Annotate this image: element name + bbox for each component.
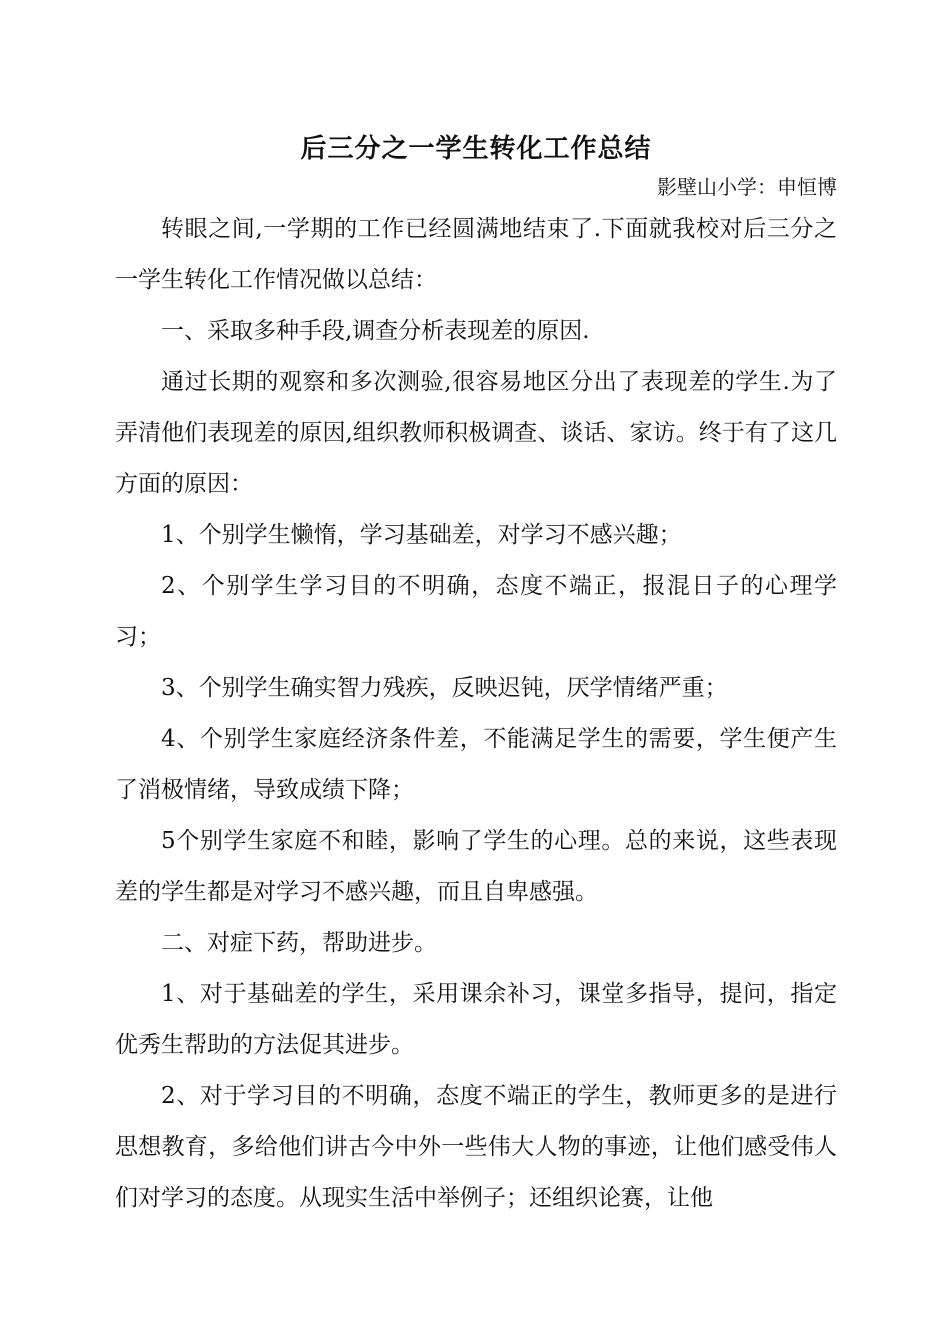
section-heading-1: 一、采取多种手段,调查分析表现差的原因. (161, 318, 590, 344)
list-item-reason-1: 1、个别学生懒惰，学习基础差，对学习不感兴趣； (161, 522, 682, 548)
list-item-measure-2: 2、对于学习目的不明确，态度不端正的学生，教师更多的是进行思想教育，多给他们讲古今中外一些伟大人物的事迹，让他们感受伟人们对学习的态度。从现实生活中举例子；还组织论赛，让他 (115, 1083, 837, 1211)
list-item-reason-4: 4、个别学生家庭经济条件差，不能满足学生的需要，学生便产生了消极情绪，导致成绩下降； (115, 726, 837, 803)
list-item-reason-5: 5个别学生家庭不和睦，影响了学生的心理。总的来说，这些表现差的学生都是对学习不感兴趣，而且自卑感强。 (115, 828, 837, 905)
paragraph-investigation: 通过长期的观察和多次测验,很容易地区分出了表现差的学生.为了弄清他们表现差的原因,组织教师积极调查、谈话、家访。终于有了这几方面的原因： (115, 369, 837, 497)
list-item-reason-2: 2、个别学生学习目的不明确，态度不端正，报混日子的心理学习； (115, 573, 837, 650)
list-item-reason-3: 3、个别学生确实智力残疾，反映迟钝，厌学情绪严重； (161, 675, 728, 701)
paragraph-intro: 转眼之间,一学期的工作已经圆满地结束了.下面就我校对后三分之一学生转化工作情况做以总结： (115, 216, 837, 293)
document-title: 后三分之一学生转化工作总结 (300, 134, 652, 164)
document-author: 影壁山小学：申恒博 (657, 175, 837, 199)
document-page (115, 128, 837, 1224)
list-item-measure-1: 1、对于基础差的学生，采用课余补习，课堂多指导，提问，指定优秀生帮助的方法促其进步。 (115, 981, 837, 1058)
section-heading-2: 二、对症下药，帮助进步。 (161, 930, 437, 956)
